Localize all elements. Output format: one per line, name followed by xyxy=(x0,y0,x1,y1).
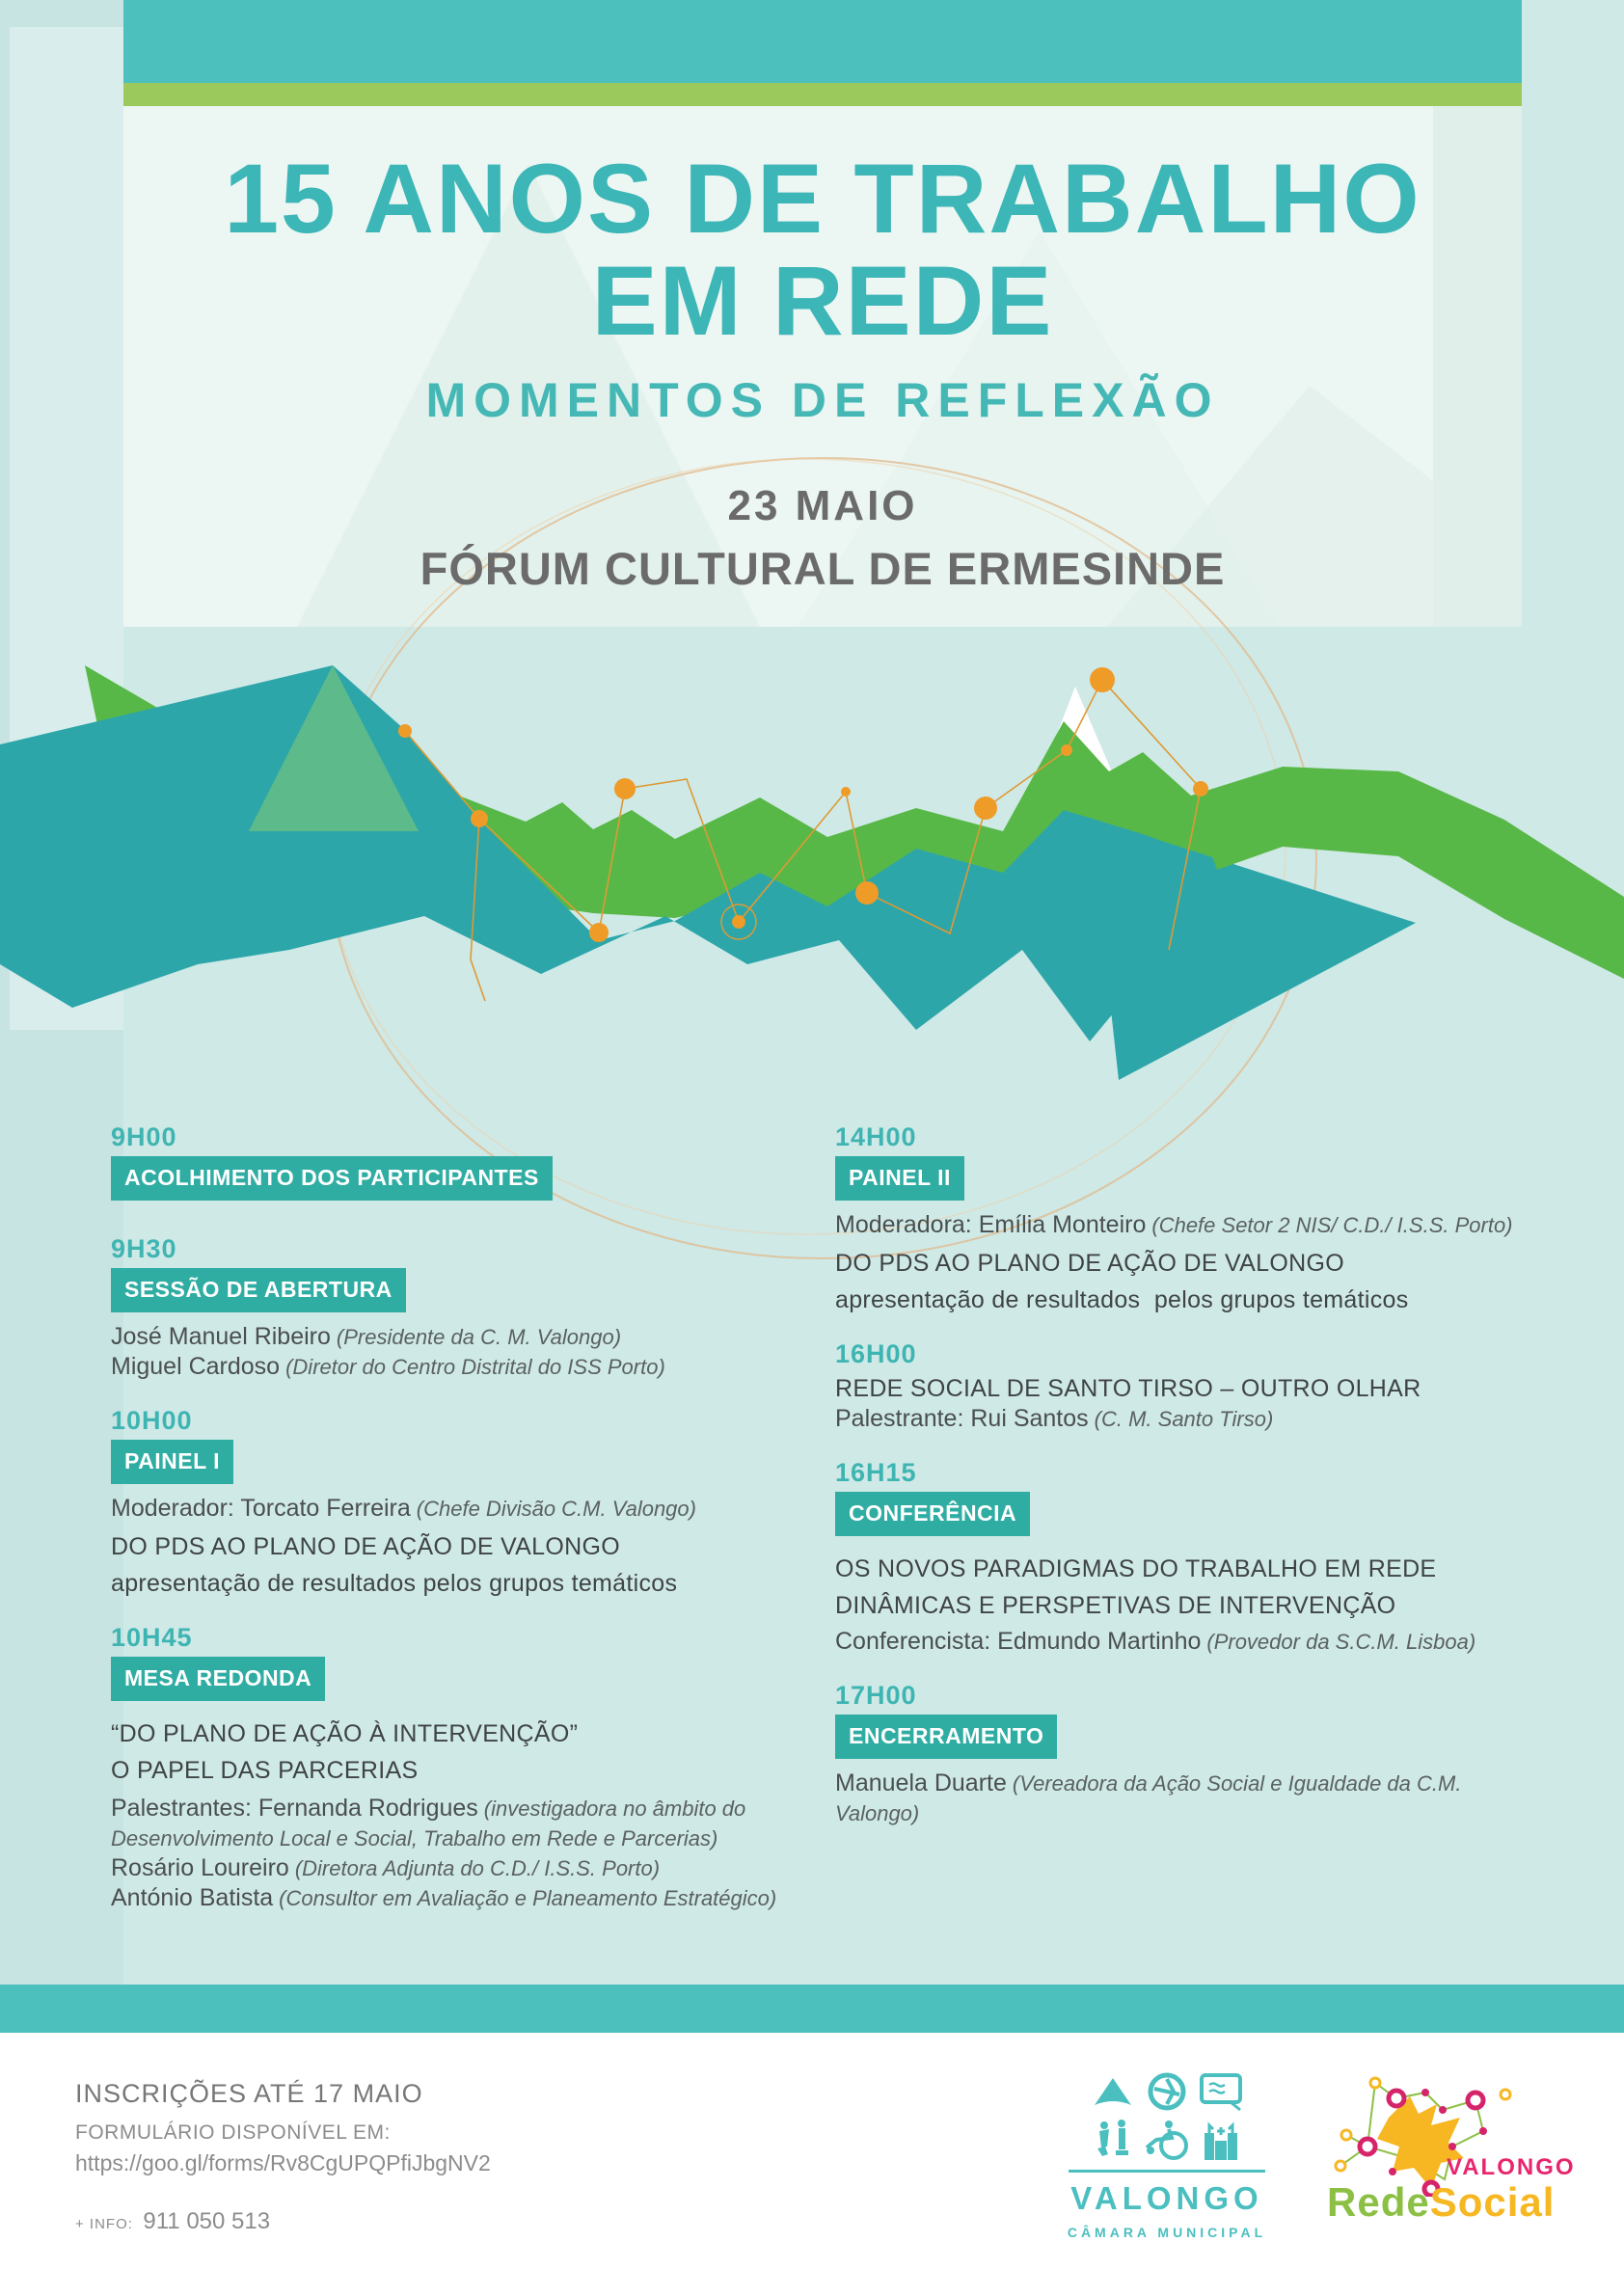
session-time: 16H00 xyxy=(835,1339,917,1368)
moderator-line xyxy=(835,1210,1549,1240)
speaker-line xyxy=(111,1322,786,1352)
speaker-role: (Provedor da S.C.M. Lisboa) xyxy=(1206,1630,1476,1654)
speaker-line xyxy=(111,1352,786,1382)
valongo-logo-icons xyxy=(1075,2067,1259,2164)
network-nodes xyxy=(398,667,1208,942)
session-topic: apresentação de resultados pelos grupos temáticos xyxy=(835,1286,1409,1313)
network-node xyxy=(1193,781,1208,797)
network-node xyxy=(614,778,636,799)
session-badge: SESSÃO DE ABERTURA xyxy=(111,1268,406,1312)
speaker-line xyxy=(835,1769,1549,1828)
valongo-logo-subtitle: CÂMARA MUNICIPAL xyxy=(1067,2225,1267,2240)
footer xyxy=(0,2033,1624,2296)
session-badge: PAINEL II xyxy=(835,1156,964,1201)
session-time: 9H30 xyxy=(111,1234,177,1263)
green-front-ribbon-shape xyxy=(1191,771,1624,979)
schedule-left-column xyxy=(111,1123,786,1938)
schedule-right-column xyxy=(835,1123,1549,1853)
network-node xyxy=(732,915,745,929)
network-node xyxy=(589,923,609,942)
session-topic: “DO PLANO DE AÇÃO À INTERVENÇÃO” xyxy=(111,1720,579,1747)
schedule-item-16h15 xyxy=(835,1459,1549,1657)
info-label: + INFO: xyxy=(75,2216,133,2232)
session-topic: apresentação de resultados pelos grupos temáticos xyxy=(111,1570,678,1597)
header xyxy=(123,125,1522,595)
left-accent-strip-highlight xyxy=(10,27,123,1030)
speaker-name: Palestrante: Rui Santos xyxy=(835,1405,1089,1432)
session-time: 10H45 xyxy=(111,1623,193,1652)
top-green-bar xyxy=(123,83,1522,106)
speaker-line xyxy=(111,1794,786,1853)
top-teal-bar xyxy=(123,0,1522,83)
schedule-item-9h30 xyxy=(111,1235,786,1382)
info-phone: 911 050 513 xyxy=(143,2208,271,2234)
redesocial-word-rede: Rede xyxy=(1327,2179,1430,2225)
redesocial-region-label: VALONGO xyxy=(1447,2154,1576,2180)
speaker-line xyxy=(111,1883,786,1913)
speaker-role: (C. M. Santo Tirso) xyxy=(1094,1407,1274,1431)
session-badge: MESA REDONDA xyxy=(111,1657,325,1701)
event-date: 23 MAIO xyxy=(727,482,918,529)
page-subtitle: MOMENTOS DE REFLEXÃO xyxy=(425,373,1220,427)
light-green-overlay-triangle xyxy=(249,665,419,831)
session-topic: DO PDS AO PLANO DE AÇÃO DE VALONGO xyxy=(111,1533,620,1560)
session-topic: DINÂMICAS E PERSPETIVAS DE INTERVENÇÃO xyxy=(835,1592,1396,1619)
network-node xyxy=(1090,667,1115,692)
valongo-logo-rule xyxy=(1069,2170,1265,2173)
left-accent-strip xyxy=(0,0,123,1986)
moderator-role: (Chefe Divisão C.M. Valongo) xyxy=(416,1497,696,1521)
teal-right-wedge-shape xyxy=(1090,818,1416,1080)
info-line xyxy=(75,2208,270,2235)
session-time: 10H00 xyxy=(111,1406,193,1435)
schedule-item-10h00 xyxy=(111,1407,786,1599)
valongo-camara-logo xyxy=(1059,2067,1275,2240)
speaker-name: Conferencista: Edmundo Martinho xyxy=(835,1628,1202,1655)
speaker-role: (Presidente da C. M. Valongo) xyxy=(336,1325,622,1349)
redesocial-logo xyxy=(1300,2071,1580,2264)
network-node xyxy=(974,797,997,820)
carnival-figures-icon xyxy=(1086,2116,1140,2164)
network-node xyxy=(841,787,851,797)
moderator-line xyxy=(111,1494,786,1524)
wheelchair-athlete-icon xyxy=(1140,2116,1194,2164)
speaker-role: (Consultor em Avaliação e Planeamento Estratégico) xyxy=(279,1886,777,1910)
network-node xyxy=(471,810,488,827)
inscriptions-title: INSCRIÇÕES ATÉ 17 MAIO xyxy=(75,2079,423,2108)
page-title-line1: 15 ANOS DE TRABALHO xyxy=(224,144,1421,254)
session-badge: CONFERÊNCIA xyxy=(835,1492,1030,1536)
speaker-role: (Diretor do Centro Distrital do ISS Porto) xyxy=(285,1355,665,1379)
session-time: 14H00 xyxy=(835,1122,917,1151)
speaker-line xyxy=(111,1853,786,1883)
session-badge: ENCERRAMENTO xyxy=(835,1715,1057,1759)
network-node-ring xyxy=(721,905,756,939)
session-time: 16H15 xyxy=(835,1458,917,1487)
session-time: 9H00 xyxy=(111,1122,177,1151)
speaker-name: António Batista xyxy=(111,1884,274,1911)
speaker-name: José Manuel Ribeiro xyxy=(111,1323,331,1350)
page-title-line2: EM REDE xyxy=(591,246,1054,356)
computer-screen-icon xyxy=(1194,2067,1248,2116)
network-node xyxy=(855,881,879,905)
network-edges xyxy=(405,680,1201,1001)
moderator-role: (Chefe Setor 2 NIS/ C.D./ I.S.S. Porto) xyxy=(1151,1213,1513,1237)
schedule-item-14h00 xyxy=(835,1123,1549,1315)
moderator-name: Moderador: Torcato Ferreira xyxy=(111,1495,411,1522)
session-topic: OS NOVOS PARADIGMAS DO TRABALHO EM REDE xyxy=(835,1555,1437,1582)
speaker-name: Palestrantes: Fernanda Rodrigues xyxy=(111,1795,478,1822)
session-topic: O PAPEL DAS PARCERIAS xyxy=(111,1757,419,1784)
speaker-name: Manuela Duarte xyxy=(835,1769,1007,1796)
white-peak-shape xyxy=(1003,687,1155,873)
session-topic: REDE SOCIAL DE SANTO TIRSO – OUTRO OLHAR xyxy=(835,1375,1421,1402)
valongo-logo-name: VALONGO xyxy=(1070,2180,1263,2216)
camera-aperture-icon xyxy=(1140,2067,1194,2116)
session-badge: ACOLHIMENTO DOS PARTICIPANTES xyxy=(111,1156,553,1201)
network-node xyxy=(1061,744,1072,756)
redesocial-word-social: Social xyxy=(1429,2179,1556,2225)
form-url-link[interactable]: https://goo.gl/forms/Rv8CgUPQPfiJbgNV2 xyxy=(75,2150,491,2175)
green-ridge-shape xyxy=(85,665,1624,976)
speaker-line xyxy=(835,1627,1549,1657)
session-time: 17H00 xyxy=(835,1681,917,1710)
speaker-role: (Vereadora da Ação Social e Igualdade da C.M. Valongo) xyxy=(835,1771,1462,1825)
session-topic: DO PDS AO PLANO DE AÇÃO DE VALONGO xyxy=(835,1250,1344,1277)
redesocial-wordmark xyxy=(1327,2179,1555,2226)
teal-ridge-shape xyxy=(0,665,1234,1041)
event-venue: FÓRUM CULTURAL DE ERMESINDE xyxy=(420,543,1226,594)
church-icon xyxy=(1194,2116,1248,2164)
speaker-role: (Diretora Adjunta do C.D./ I.S.S. Porto) xyxy=(294,1856,661,1880)
speaker-role: (investigadora no âmbito do Desenvolvimento Local e Social, Trabalho em Rede e Parcerias) xyxy=(111,1796,746,1850)
schedule-item-10h45 xyxy=(111,1624,786,1913)
schedule-item-9h00 xyxy=(111,1123,786,1210)
speaker-name: Miguel Cardoso xyxy=(111,1353,281,1380)
form-label: FORMULÁRIO DISPONÍVEL EM: xyxy=(75,2121,391,2144)
speaker-name: Rosário Loureiro xyxy=(111,1854,289,1881)
speaker-line xyxy=(835,1404,1549,1434)
network-node xyxy=(398,724,412,738)
moderator-name: Moderadora: Emília Monteiro xyxy=(835,1211,1147,1238)
tent-icon xyxy=(1086,2067,1140,2116)
schedule-item-16h00 xyxy=(835,1340,1549,1434)
schedule-item-17h00 xyxy=(835,1682,1549,1828)
session-badge: PAINEL I xyxy=(111,1440,233,1484)
footer-teal-band xyxy=(0,1985,1624,2033)
